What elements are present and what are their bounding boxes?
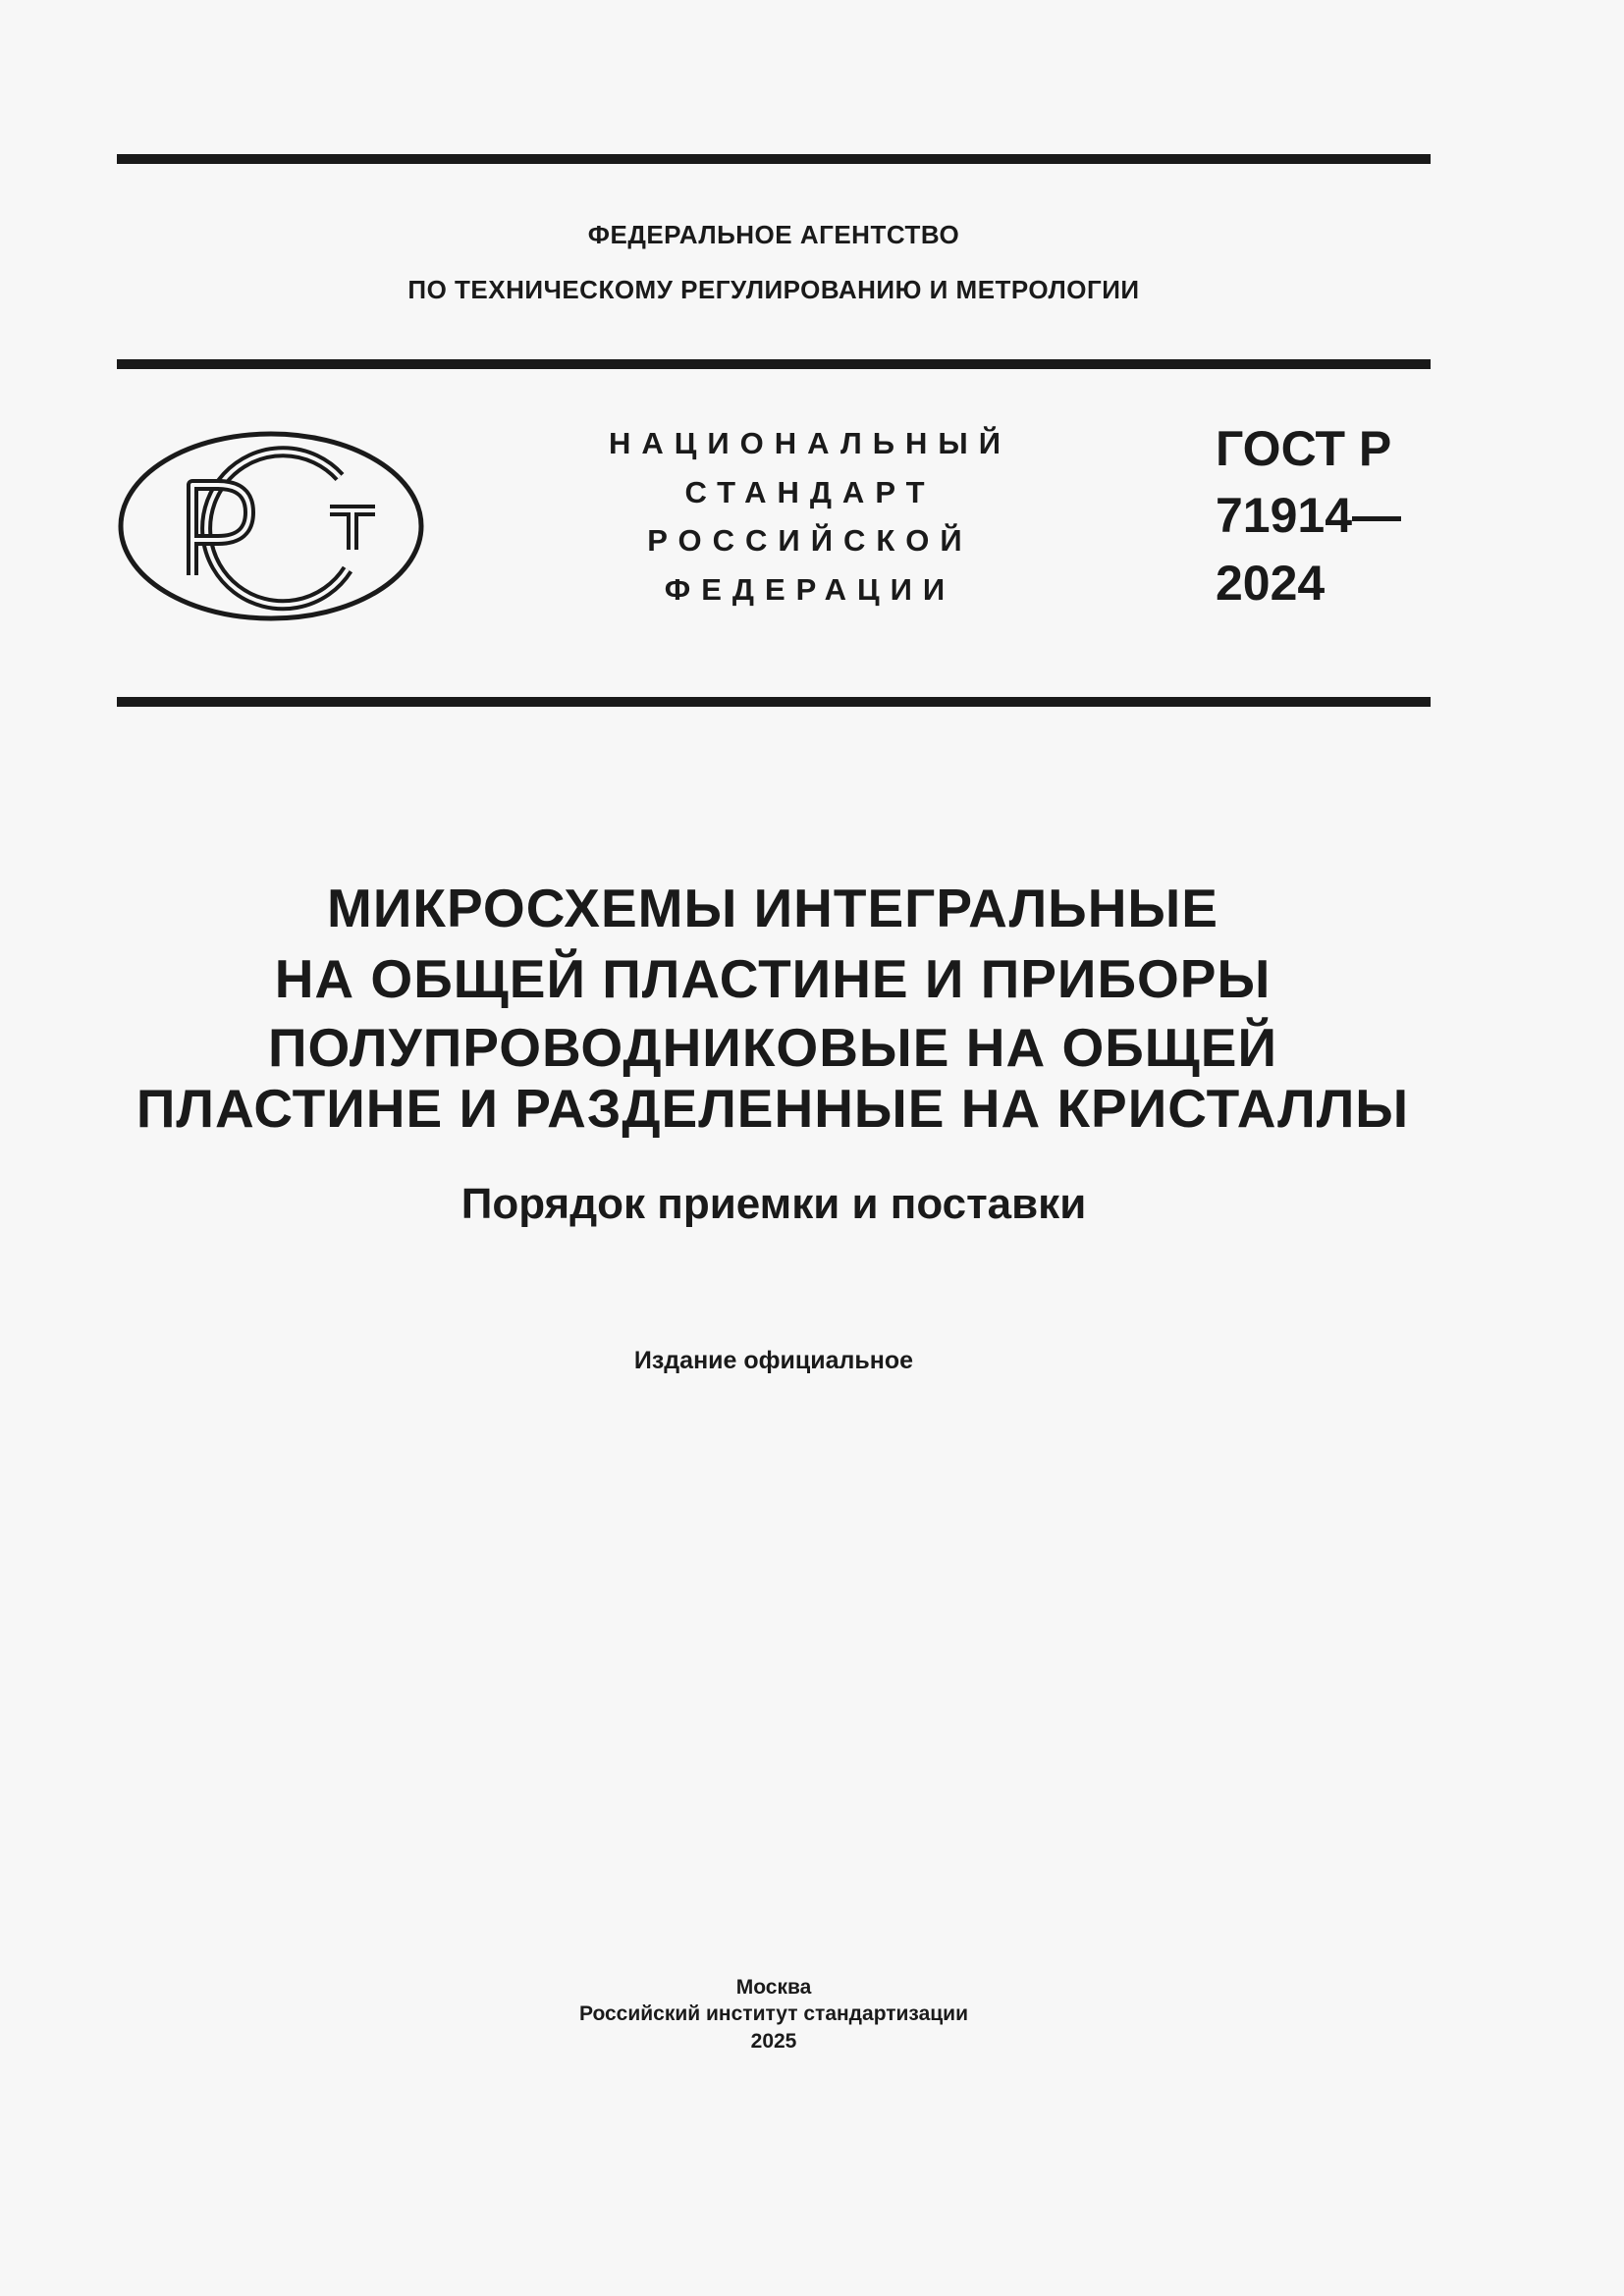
top-rule (117, 154, 1431, 164)
document-title-line-4: ПЛАСТИНЕ И РАЗДЕЛЕННЫЕ НА КРИСТАЛЛЫ (135, 1078, 1410, 1139)
national-standard-line-1: НАЦИОНАЛЬНЫЙ (608, 426, 1012, 460)
agency-name-line-1: ФЕДЕРАЛЬНОЕ АГЕНТСТВО (587, 220, 960, 249)
national-standard-line-2: СТАНДАРТ (684, 475, 936, 509)
gost-designation-line-3: 2024 (1216, 556, 1326, 611)
document-title-line-2: НА ОБЩЕЙ ПЛАСТИНЕ И ПРИБОРЫ (274, 948, 1272, 1009)
header-divider-rule (117, 359, 1431, 369)
national-standard-line-3: РОССИЙСКОЙ (647, 523, 973, 558)
document-title-line-3: ПОЛУПРОВОДНИКОВЫЕ НА ОБЩЕЙ (267, 1017, 1278, 1078)
national-standard-line-4: ФЕДЕРАЦИИ (664, 572, 956, 607)
gost-designation-line-2: 71914— (1216, 488, 1402, 543)
imprint-city: Москва (735, 1976, 812, 1999)
imprint-publisher: Российский институт стандартизации (578, 2002, 969, 2025)
document-title-line-1: МИКРОСХЕМЫ ИНТЕГРАЛЬНЫЕ (327, 878, 1218, 938)
agency-name-line-2: ПО ТЕХНИЧЕСКОМУ РЕГУЛИРОВАНИЮ И МЕТРОЛОГИИ (407, 275, 1140, 304)
document-subtitle: Порядок приемки и поставки (460, 1180, 1087, 1228)
rst-certification-mark-icon (116, 428, 426, 624)
gost-designation-line-1: ГОСТ Р (1216, 421, 1392, 476)
standard-divider-rule (117, 697, 1431, 707)
edition-note: Издание официальное (633, 1347, 914, 1374)
imprint-year: 2025 (750, 2030, 797, 2053)
